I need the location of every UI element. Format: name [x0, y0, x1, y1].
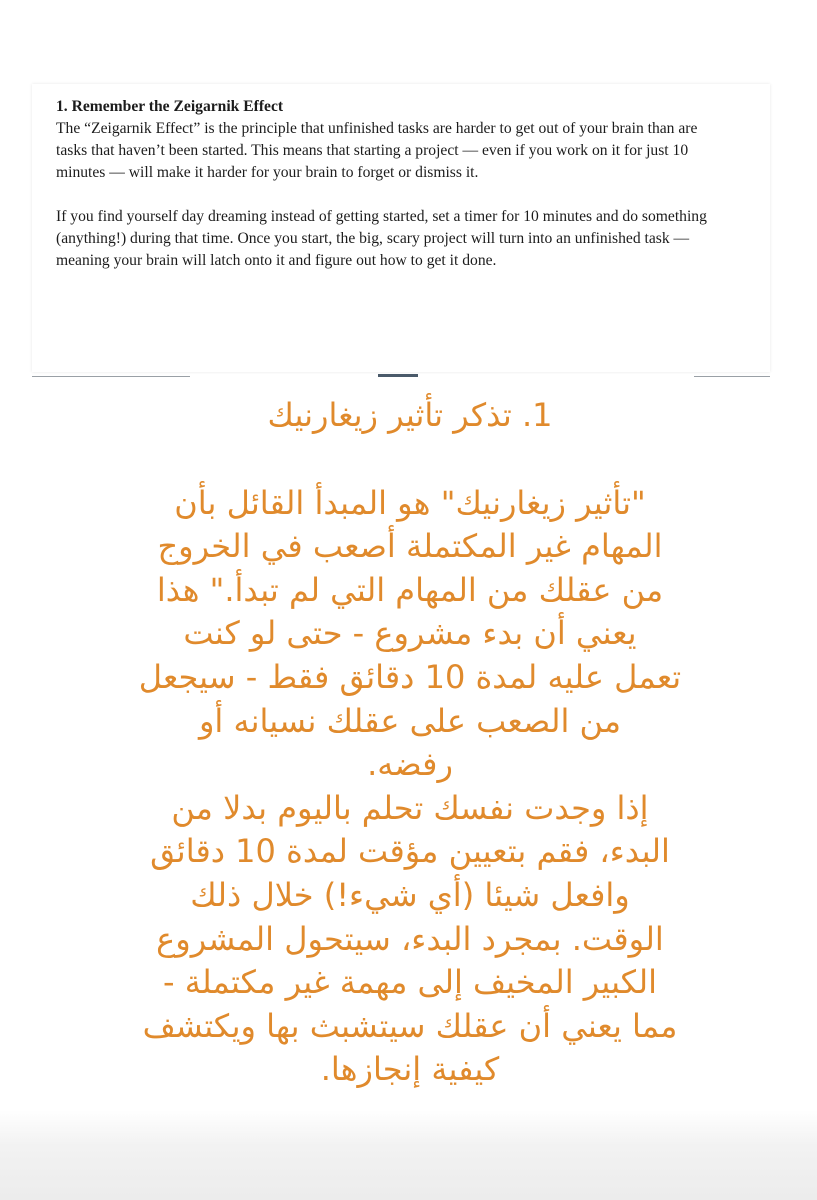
arabic-translation [70, 394, 750, 1092]
divider-gap [190, 374, 378, 378]
translation-line-14: كيفية إنجازها. [320, 1050, 500, 1089]
excerpt-paragraph-1: The “Zeigarnik Effect” is the principle that unfinished tasks are harder to get out of your brain than are tasks that haven’t been started. This means that starting a project — even if you work on it for just 10 minutes — will make it harder for your brain to forget or dismiss it. [56, 120, 698, 181]
translation-line-5: تعمل عليه لمدة 10 دقائق فقط - سيجعل [138, 657, 682, 696]
translation-heading: 1. تذكر تأثير زيغارنيك [267, 396, 553, 434]
translation-line-1: "تأثير زيغارنيك" هو المبدأ القائل بأن [174, 483, 646, 522]
translation-line-4: يعني أن بدء مشروع - حتى لو كنت [183, 614, 637, 653]
translation-line-10: وافعل شيئا (أي شيء!) خلال ذلك [190, 875, 630, 914]
translation-line-8: إذا وجدت نفسك تحلم باليوم بدلا من [171, 788, 649, 827]
translation-line-13: مما يعني أن عقلك سيتشبث بها ويكتشف [142, 1006, 678, 1045]
translation-line-3: من عقلك من المهام التي لم تبدأ." هذا [156, 570, 664, 609]
bottom-fade [0, 1110, 817, 1200]
translation-line-12: الكبير المخيف إلى مهمة غير مكتملة - [162, 963, 658, 1002]
divider-gap [418, 374, 694, 378]
translation-line-9: البدء، فقم بتعيين مؤقت لمدة 10 دقائق [150, 832, 670, 871]
english-excerpt [56, 96, 716, 272]
translation-line-6: من الصعب على عقلك نسيانه أو [198, 701, 622, 740]
excerpt-paragraph-2: If you find yourself day dreaming instead of getting started, set a timer for 10 minutes and do something (anything!) during that time. Once you start, the big, scary project will turn into an unfinished task — meaning your brain will latch onto it and figure out how to get it done. [56, 208, 707, 269]
translation-line-2: المهام غير المكتملة أصعب في الخروج [157, 527, 663, 566]
excerpt-heading: 1. Remember the Zeigarnik Effect [56, 98, 284, 115]
divider-accent [378, 374, 418, 377]
translation-line-7: رفضه. [367, 745, 453, 784]
translation-line-11: الوقت. بمجرد البدء، سيتحول المشروع [156, 919, 664, 958]
